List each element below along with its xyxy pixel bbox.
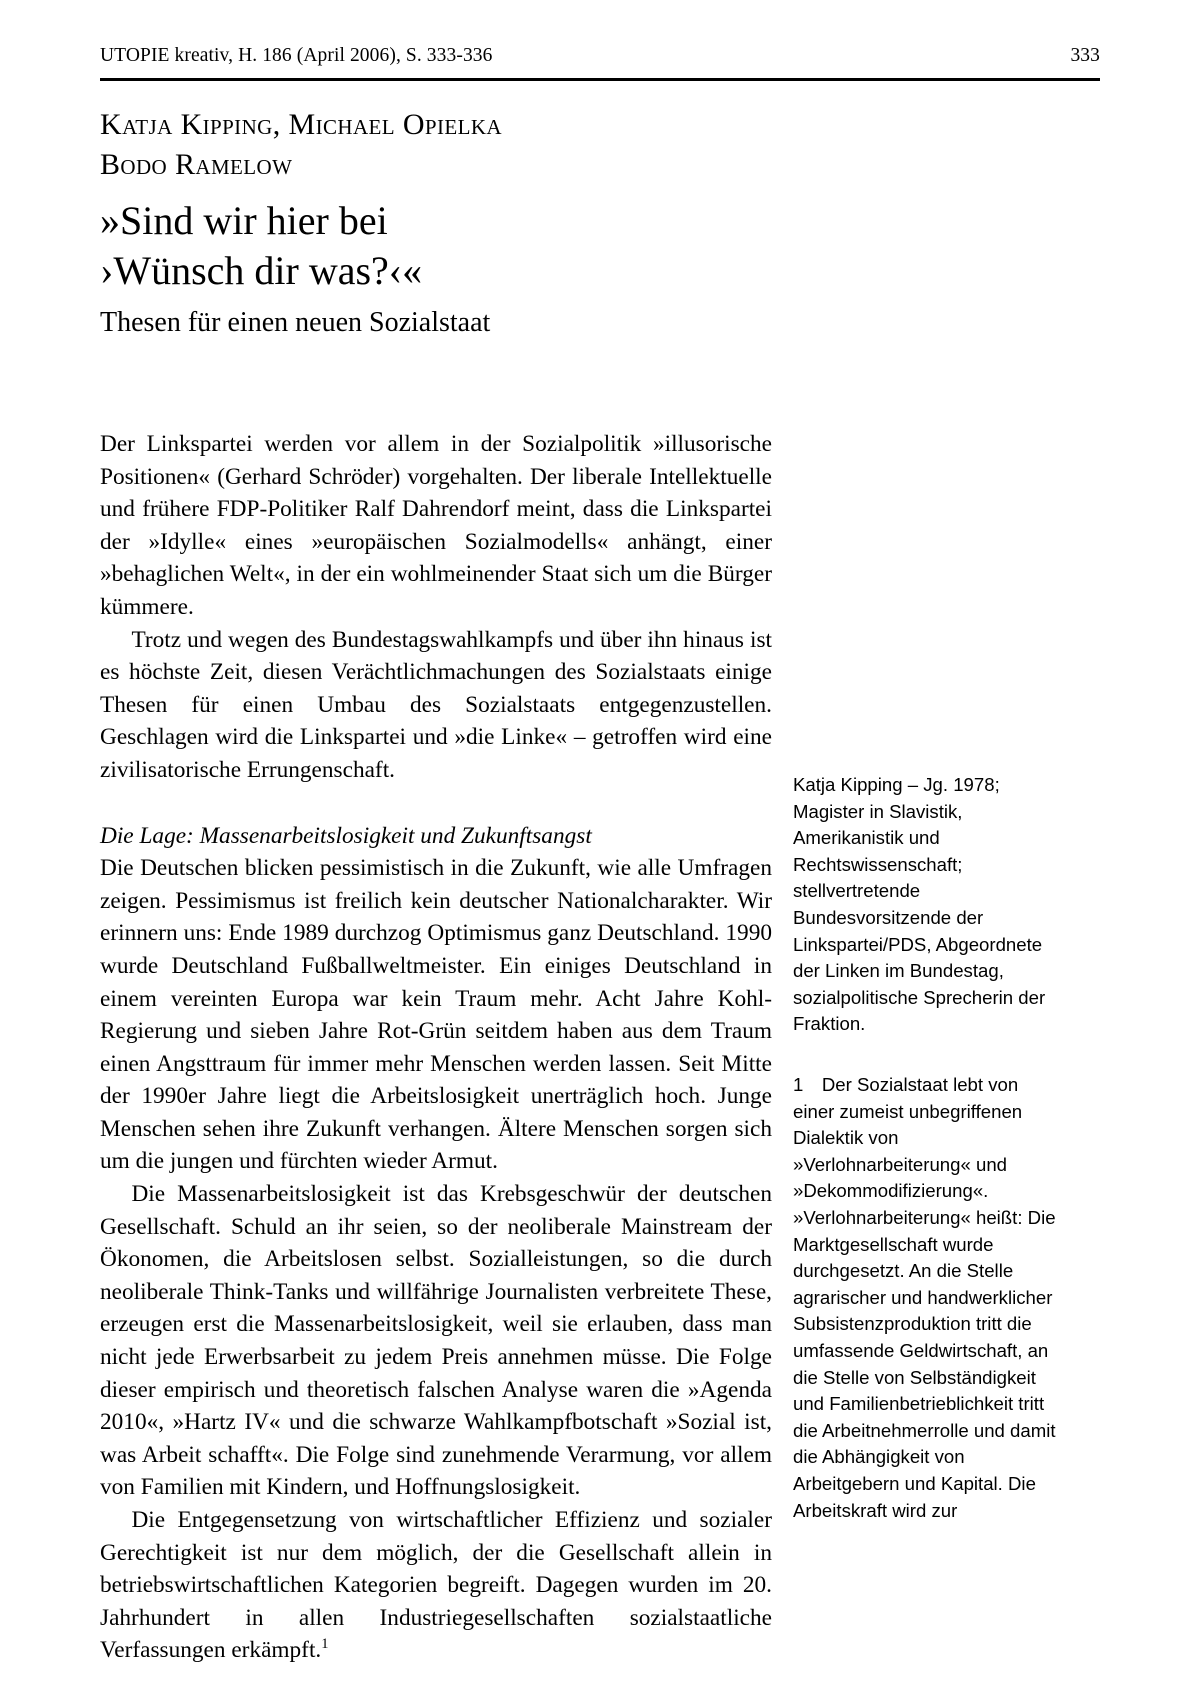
page-subtitle: Thesen für einen neuen Sozialstaat bbox=[100, 307, 491, 339]
author-line-1: Katja Kipping, Michael Opielka bbox=[100, 108, 502, 141]
section-heading: Die Lage: Massenarbeitslosigkeit und Zukunftsangst bbox=[100, 822, 592, 849]
title-line-2: ›Wünsch dir was?‹« bbox=[100, 247, 423, 293]
body-paragraph-1: Der Linkspartei werden vor allem in der Sozialpolitik »illusorische Positionen« (Gerhard Schröder) vorgehalten. Der liberale Intellektuelle und frühere FDP-Politiker Ralf Dahrendorf meint, dass die Linkspartei der »Idylle« eines »europäischen Sozialmodells« anhängt, einer »behaglichen Welt«, in der ein wohlmeinender Staat sich um die Bürger kümmere. bbox=[100, 431, 772, 620]
header-rule bbox=[100, 78, 1100, 81]
author-line-2: Bodo Ramelow bbox=[100, 147, 293, 181]
footnote-number: 1 bbox=[793, 1074, 804, 1095]
author-names bbox=[100, 105, 760, 184]
footnote-body bbox=[793, 1072, 1061, 1524]
title-line-1: »Sind wir hier bei bbox=[100, 198, 388, 244]
footnote-text: Der Sozialstaat lebt von einer zumeist unbegriffenen Dialektik von »Verlohnarbeiterung« und »Dekommodifizierung«. »Verlohnarbeiterung« heißt: Die Marktgesellschaft wurde durchgesetzt. An die Stelle agrarischer und handwerklicher Subsistenzproduktion tritt die umfassende Geldwirtschaft, an die Stelle von Selbständigkeit und Familienbetrieblichkeit tritt die Arbeitnehmerrolle und damit die Abhängigkeit von Arbeitgebern und Kapital. Die Arbeitskraft wird zur bbox=[793, 1074, 1056, 1521]
title-block bbox=[100, 105, 760, 342]
body-paragraph-4: Die Massenarbeitslosigkeit ist das Krebsgeschwür der deutschen Gesellschaft. Schuld an ihr seien, so der neoliberale Mainstream der Ökonomen, die Arbeitslosen selbst. Sozialleistungen, so die durch neoliberale Think-Tanks und willfährige Journalisten verbreitete These, erzeugen erst die Massenarbeitslosigkeit, weil sie erlauben, dass man nicht jede Erwerbsarbeit zu jedem Preis annehmen müsse. Die Folge dieser empirisch und theoretisch falschen Analyse waren die »Agenda 2010«, »Hartz IV« und die schwarze Wahlkampfbotschaft »Sozial ist, was Arbeit schafft«. Die Folge sind zunehmende Verarmung, vor allem von Familien mit Kindern, und Hoffnungslosigkeit. bbox=[100, 1181, 772, 1501]
page-title bbox=[100, 196, 760, 295]
margin-footnote-1 bbox=[793, 1072, 1061, 1524]
page-number: 333 bbox=[1070, 45, 1100, 66]
footnote-reference-1[interactable]: 1 bbox=[321, 1636, 329, 1653]
main-text-column bbox=[100, 428, 772, 1667]
body-paragraph-5 bbox=[100, 1504, 772, 1667]
journal-citation: UTOPIE kreativ, H. 186 (April 2006), S. 333-336 bbox=[100, 45, 493, 66]
running-head bbox=[100, 45, 1100, 67]
margin-author-bio bbox=[793, 772, 1061, 1038]
body-paragraph-3: Die Deutschen blicken pessimistisch in die Zukunft, wie alle Umfragen zeigen. Pessimismus ist freilich kein deutscher Nationalcharakter. Wir erinnern uns: Ende 1989 durchzog Optimismus ganz Deutschland. 1990 wurde Deutschland Fußballweltmeister. Ein einiges Deutschland in einem vereinten Europa war kein Traum mehr. Acht Jahre Kohl-Regierung und sieben Jahre Rot-Grün seitdem haben aus dem Traum einen Angsttraum für immer mehr Menschen werden lassen. Seit Mitte der 1990er Jahre liegt die Arbeitslosigkeit unerträglich hoch. Junge Menschen sehen ihre Zukunft verhangen. Ältere Menschen sorgen sich um die jungen und fürchten wieder Armut. bbox=[100, 855, 772, 1175]
author-bio-text: Katja Kipping – Jg. 1978; Magister in Slavistik, Amerikanistik und Rechtswissenschaft; stellvertretende Bundesvorsitzende der Linkspartei/PDS, Abgeordnete der Linken im Bundestag, sozialpolitische Sprecherin der Fraktion. bbox=[793, 774, 1046, 1035]
body-paragraph-5-text: Die Entgegensetzung von wirtschaftlicher Effizienz und sozialer Gerechtigkeit ist nur dem möglich, der die Gesellschaft allein in betriebswirtschaftlichen Kategorien begreift. Dagegen wurden im 20. Jahrhundert in allen Industriegesellschaften sozialstaatliche Verfassungen erkämpft. bbox=[100, 1507, 772, 1664]
body-paragraph-2: Trotz und wegen des Bundestagswahlkampfs und über ihn hinaus ist es höchste Zeit, diesen Verächtlichmachungen des Sozialstaats einige Thesen für einen Umbau des Sozialstaats entgegenzustellen. Geschlagen wird die Linkspartei und »die Linke« – getroffen wird eine zivilisatorische Errungenschaft. bbox=[100, 626, 772, 783]
